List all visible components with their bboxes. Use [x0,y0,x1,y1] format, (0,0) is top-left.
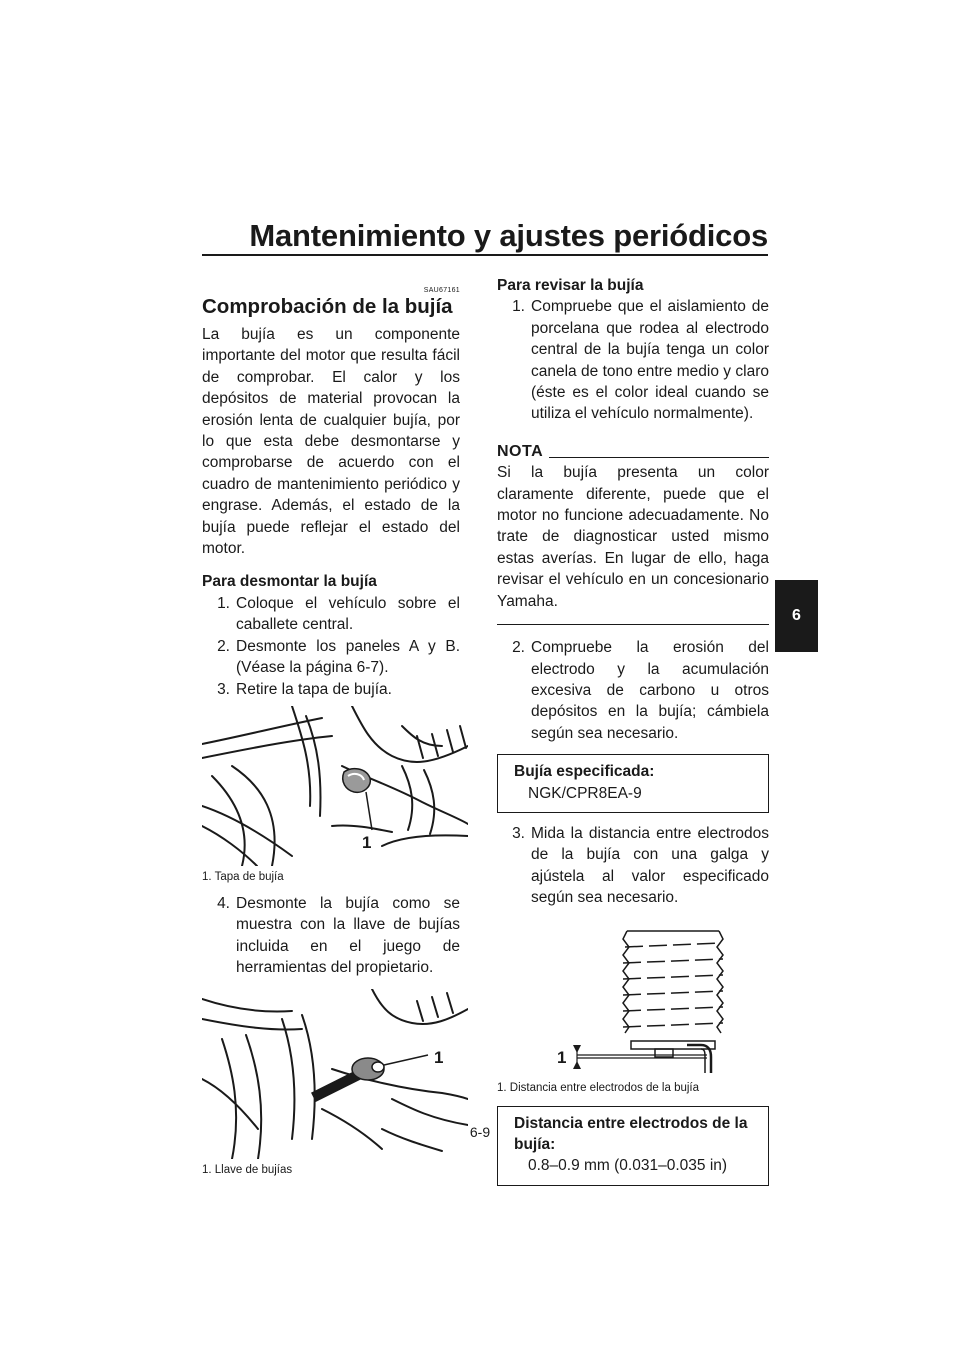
note-text: Si la bujía presenta un color claramente diferente, puede que el motor no funcione adecuadamente. No trate de diagnosticar usted mismo estas averías. En lugar de ello, haga revisar el vehículo en un concesionario Yamaha. [497,464,769,610]
list-item: 3. Retire la tapa de bujía. [217,680,392,698]
gap-box-title: Distancia entre electrodos de la bujía: [514,1114,748,1153]
list-item: 3. Mida la distancia entre electrodos de la bujía con una galga y ajústela al valor especificado según sea necesario. [512,824,769,907]
figure-callout: 1 [362,832,372,852]
figure-caption: 1. Llave de bujías [202,1163,293,1176]
chapter-tab: 6 [775,580,818,652]
gap-spec-box [497,1106,769,1186]
list-item: 1. Compruebe que el aislamiento de porcelana que rodea al electrodo central de la bujía tenga un color canela de tono entre medio y claro (éste es el color ideal cuando se utiliza el vehículo normalmente). [512,298,769,423]
page-number: 6-9 [469,1124,491,1140]
note-rule [549,457,769,458]
check-heading: Para revisar la bujía [497,277,644,294]
spec-box [497,754,769,813]
engine-cap-drawing [202,706,468,866]
figure-callout: 1 [434,1047,444,1067]
list-item: 2. Compruebe la erosión del electrodo y la acumulación excesiva de carbono u otros depósitos en la bujía; cámbiela según sea necesario. [512,639,769,742]
page-header-title: Mantenimiento y ajustes periódicos [249,218,768,253]
figure-caption: 1. Tapa de bujía [202,870,284,883]
spark-plug-cap-illustration [202,706,468,866]
gap-box-value: 0.8–0.9 mm (0.031–0.035 in) [528,1157,728,1175]
header-rule [202,254,768,256]
electrode-gap-illustration [497,917,769,1077]
spec-box-value: NGK/CPR8EA-9 [528,784,642,802]
note-label: NOTA [497,442,544,460]
left-column [202,278,460,1178]
right-column [497,278,769,1196]
list-item: 4. Desmonte la bujía como se muestra con la llave de bujías incluida en el juego de herramientas del propietario. [217,894,460,977]
reference-code: SAU67161 [423,287,460,294]
note-heading [497,441,769,462]
intro-paragraph: La bujía es un componente importante del motor que resulta fácil de comprobar. El calor y los depósitos de material provocan la erosión lenta de cualquier bujía, por lo que esta debe desmontarse y comprobarse de acuerdo con el cuadro de mantenimiento periódico y engrase. Además, el estado de la bujía puede reflejar el estado del motor. [202,326,460,558]
list-item: 1. Coloque el vehículo sobre el caballete central. [217,594,460,634]
spark-plug-gap-drawing [497,917,769,1077]
spec-box-title: Bujía especificada: [514,763,655,781]
section-title: Comprobación de la bujía [202,295,453,318]
list-item: 2. Desmonte los paneles A y B. (Véase la página 6-7). [217,637,460,677]
figure-callout: 1 [557,1047,567,1067]
remove-heading: Para desmontar la bujía [202,573,377,591]
note-end-rule [497,624,769,625]
figure-caption: 1. Distancia entre electrodos de la bujía [497,1081,700,1094]
